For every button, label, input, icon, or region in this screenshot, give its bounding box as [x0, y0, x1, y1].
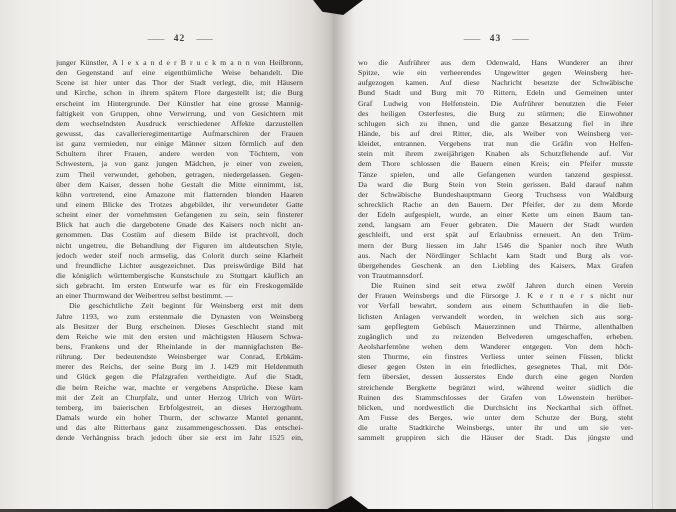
text-line: nicht ungetreu, die Behandlung der Figuren im altdeutschen Style,	[56, 240, 303, 250]
text-line: Hände, bis auf drei Ritter, die, als Weiber von Weinsberg ver-	[358, 128, 633, 138]
text-line: rührung. Der bedeutendste Weinsberger war Conrad, Erbkäm-	[56, 352, 303, 362]
text-line: lichsten Anlagen verwandelt worden, in welchen sich aus sorg-	[358, 311, 633, 321]
text-line: und einem Blicke des Trotzes abgebildet, ihr verwundeter Gatte	[56, 199, 303, 209]
left-page-number: 42	[173, 34, 186, 45]
text-line: kleidet, entrannen. Vergebens trat nun die Gräfin von Helfen-	[358, 139, 633, 149]
text-line: scheint einer der vornehmsten Gefangenen zu sein, sein finsterer	[56, 210, 303, 220]
text-line: die uralte Stadtkirche Weinsbergs, unter ihr und um sie ver-	[358, 423, 633, 433]
text-line: zend, langsam am Feuer gebraten. Die Mauern der Stadt wurden	[358, 220, 633, 230]
text-line: faltigkeit von Gruppen, ohne Verwirrung, und von Gesichtern mit	[56, 108, 303, 118]
text-line: merer des Reichs, der seine Burg im J. 1429 mit Heldenmuth	[56, 362, 303, 372]
text-line: dende Verhängniss brach jedoch über sie erst im Jahr 1525 ein,	[56, 433, 303, 443]
text-line: blicken, und nordwestlich die Durchsicht ins Neckarthal sich öffnet.	[358, 402, 633, 412]
text-line: übergehendes Geschenk an den Liebling des Kaisers, Max Grafen	[358, 260, 633, 270]
text-line: sten Thurme, ein finstres Verliess unter seinen Füssen, blickt	[358, 352, 633, 362]
text-line: Schultern ihrer Frauen, andere werden von Töchtern, von	[56, 149, 303, 159]
text-line: genommen. Das Costüm auf diesem Bilde ist prachtvoll, doch	[56, 230, 303, 240]
text-line: ist ganz vermieden, nur einige Männer sitzen förmlich auf den	[56, 139, 303, 149]
page-fore-edge	[652, 0, 676, 512]
text-line: Ruinen des Stammschlosses der Grafen von Löwenstein herüber-	[358, 392, 633, 402]
text-line: gewusst, das cavallerieregimentartige Aufmarschiren der Frauen	[56, 128, 303, 138]
text-line: Die Ruinen sind seit etwa zwölf Jahren durch einen Verein	[371, 281, 633, 291]
text-line: vor Verfall bewahrt, sondern aus einem Schutthaufen in die lieb-	[358, 301, 633, 311]
right-page-header	[358, 34, 633, 46]
text-line: bens, Frankens und der Rheinlande in der mannigfachsten Be-	[56, 341, 303, 351]
text-line: an einer Thurmwand der Weibertreu selbst bestimmt. —	[56, 291, 233, 301]
text-line: Damals wurde ein hoher Thurm, der schwarze Mantel genannt,	[56, 412, 303, 422]
text-line: zum Theil verwundet, gehoben, getragen, niedergelassen. Gegen-	[56, 169, 303, 179]
text-line: der Schwäbische Bundeshauptmann Georg Truchsess von Waldburg	[358, 189, 633, 199]
text-line: wo die Aufrührer aus dem Odenwald, Hans Wunderer an ihrer	[358, 58, 633, 67]
text-line: Scene ist hier unter das Thor der Stadt verlegt, die, mit Häusern	[56, 78, 303, 88]
text-line: aus. Nach der Nördlinger Schlacht kam Stadt und Burg als vor-	[358, 250, 633, 260]
text-line: Tänze spielen, und alle Gefangenen wurden tanzend gespiesst.	[358, 169, 633, 179]
text-line: dem Reiche wie mit den ersten und mächtigsten Häusern Schwa-	[56, 331, 303, 341]
text-line: als Besitzer der Burg erscheinen. Dieses Geschlecht stand mit	[56, 321, 303, 331]
text-line: jedoch weder steif noch armselig, das Colorit durch seine Klarheit	[56, 250, 303, 260]
text-line: von Trautmannsdorf.	[358, 270, 424, 280]
header-rule-right: ——	[196, 33, 212, 44]
text-line: mit der Zeit an Churpfalz, und unter Herzog Ulrich von Würt-	[56, 392, 303, 402]
text-line: streichende Bergkette begränzt wird, während weiter südlich die	[358, 382, 633, 392]
text-line: Am Fusse des Berges, wie unter dem Schutze der Burg, steht	[358, 412, 633, 422]
right-page-text-block	[358, 58, 633, 443]
text-line: und Kirche, schon in ihrem spätern Flore dargestellt ist; die Burg	[56, 88, 303, 98]
text-line: die königlich württembergische Kunstschule zu Stuttgart käuflich an	[56, 270, 303, 280]
text-line: über dem Kaiser, dessen hohe Gestalt die Mitte einnimmt, ist,	[56, 179, 303, 189]
text-line: Die geschichtliche Zeit beginnt für Weinsberg erst mit dem	[69, 301, 303, 311]
text-line: Aeolsharfentöne wehen dem Wanderer entgegen. Von dem höch-	[358, 341, 633, 351]
text-line: Spitze, wie ein verheerendes Ungewitter gegen Weinsberg her-	[358, 68, 633, 78]
text-line: dem wechselndsten Ausdruck verschiedener Affekte darzustellen	[56, 118, 303, 128]
text-line: Bund Stadt und Burg mit 70 Rittern, Edeln und Gemeinen unter	[358, 88, 633, 98]
header-rule-left: ——	[147, 33, 163, 44]
text-line: geschleift, und erst spät auf Erlaubniss erneuert. An den Trüm-	[358, 230, 633, 240]
header-rule-right: ——	[512, 33, 528, 44]
left-page-text-block	[56, 58, 303, 443]
text-line: aufgezogen kamen. Auf diese Nachricht besetzte der Schwäbische	[358, 78, 633, 88]
text-line: zugänglich und zu reizenden Belvederen umgeschaffen, erheben.	[358, 331, 633, 341]
text-line: Graf Ludwig von Helfenstein. Die Aufrührer benutzten die Feier	[358, 98, 633, 108]
text-line: kühn vortretend, eine Amazone mit flatternden blonden Haaren	[56, 189, 303, 199]
text-line: schrecklich Rache an den Bauern. Der Pfeifer, der zu dem Morde	[358, 199, 633, 209]
text-line: und Glück gegen die Pfalzgrafen vertheidigte. Auf die Stadt,	[56, 372, 303, 382]
text-line: schlugen sich zu ihnen, und die ganze Besatzung fiel in ihre	[358, 118, 633, 128]
left-page-header	[56, 34, 303, 46]
text-line: Blick hat auch die dargebotene Gnade des Kaisers noch nicht an-	[56, 220, 303, 230]
text-line: und das alte Ritterhaus ganz zusammengeschossen. Das entschei-	[56, 423, 303, 433]
text-line: stein mit ihrem zweijährigen Knaben als Schutzflehende auf. Vor	[358, 149, 633, 159]
text-line: mern der Burg liessen im Jahr 1546 die Spanier noch ihre Wuth	[358, 240, 633, 250]
text-line: die beim Reiche war, machte er vergebens Ansprüche. Diese kam	[56, 382, 303, 392]
text-line: temberg, im baierischen Erbfolgestreit, an dieses Herzogthum.	[56, 402, 303, 412]
text-line: sich gebracht. Im ersten Entwurfe war es für ein Freskogemälde	[56, 281, 303, 291]
text-line: fern übersäet, dessen äusserstes Ende durch eine gegen Norden	[358, 372, 633, 382]
text-line: und freundliche Lichter ausgezeichnet. Das preiswürdige Bild hat	[56, 260, 303, 270]
text-line: Schwestern, ja von ganz jungen Mädchen, je einer von zweien,	[56, 159, 303, 169]
text-line: der Frauen Weinsbergs und die Fürsorge J. K e r n e r s nicht nur	[358, 291, 633, 301]
book-gutter-shadow	[330, 0, 356, 512]
text-line: junger Künstler, A l e x a n d e r B r u c k m a n n von Heilbronn,	[56, 58, 303, 67]
text-line: den Gegenstand auf eine eigenthümliche Weise behandelt. Die	[56, 68, 303, 78]
right-page-number: 43	[489, 34, 502, 45]
header-rule-left: ——	[463, 33, 479, 44]
text-line: erscheint im Hintergrunde. Der Künstler hat eine grosse Mannig-	[56, 98, 303, 108]
text-line: Da ward die Burg Stein von Stein gerissen. Bald darauf nahm	[358, 179, 633, 189]
text-line: sam gepflegtem Gebüsch Mauerzinnen und Thürme, allenthalben	[358, 321, 633, 331]
text-line: der Edeln aufgespielt, wurde, an einer Kette um einen Baum tan-	[358, 210, 633, 220]
text-line: dem Thore schlossen die Bauern einen Kreis; ein Pfeifer musste	[358, 159, 633, 169]
text-line: des heiligen Osterfestes, die Burg zu stürmen; die Einwohner	[358, 108, 633, 118]
text-line: sammelt gruppiren sich die Häuser der Stadt. Das jüngste und	[358, 433, 633, 443]
text-line: Jahre 1193, wo zum erstenmale die Dynasten von Weinsberg	[56, 311, 303, 321]
text-line: dieser gegen Osten in ein friedliches, gesegnetes Thal, mit Dör-	[358, 362, 633, 372]
